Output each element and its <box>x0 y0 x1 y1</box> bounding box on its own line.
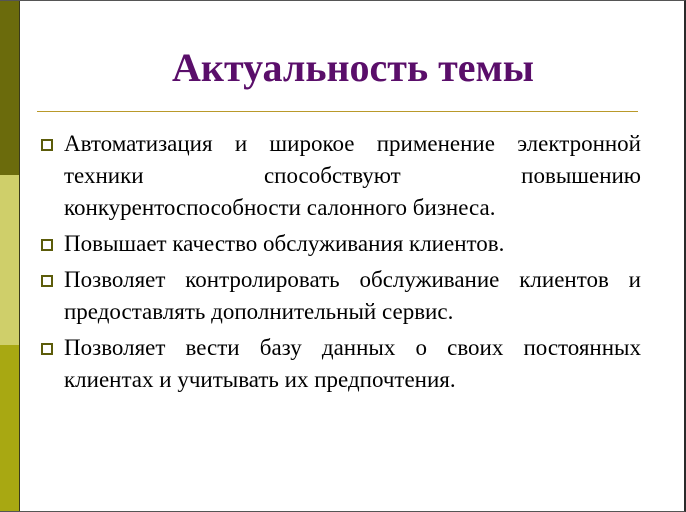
bullet-item <box>40 264 641 328</box>
decorative-side-bar <box>0 1 19 511</box>
side-bar-top-segment <box>0 1 19 175</box>
bullet-list <box>40 128 641 400</box>
side-bar-bottom-segment <box>0 345 19 512</box>
bullet-text: Позволяет контролировать обслуживание клиентов и предоставлять дополнительный сервис. <box>64 267 641 324</box>
slide-title: Актуальность темы <box>172 45 534 90</box>
hollow-square-bullet-icon <box>41 343 53 355</box>
bullet-item <box>40 128 641 224</box>
bullet-text: Повышает качество обслуживания клиентов. <box>64 231 505 256</box>
title-underline-rule <box>37 111 638 112</box>
side-bar-middle-segment <box>0 175 19 345</box>
hollow-square-bullet-icon <box>41 139 53 151</box>
hollow-square-bullet-icon <box>41 275 53 287</box>
bullet-text: Автоматизация и широкое применение электронной техники способствуют повышению конкурентоспособности салонного бизнеса. <box>64 131 641 220</box>
hollow-square-bullet-icon <box>41 239 53 251</box>
bullet-item <box>40 228 641 260</box>
bullet-item <box>40 332 641 396</box>
bullet-text: Позволяет вести базу данных о своих постоянных клиентах и учитывать их предпочтения. <box>64 335 641 392</box>
